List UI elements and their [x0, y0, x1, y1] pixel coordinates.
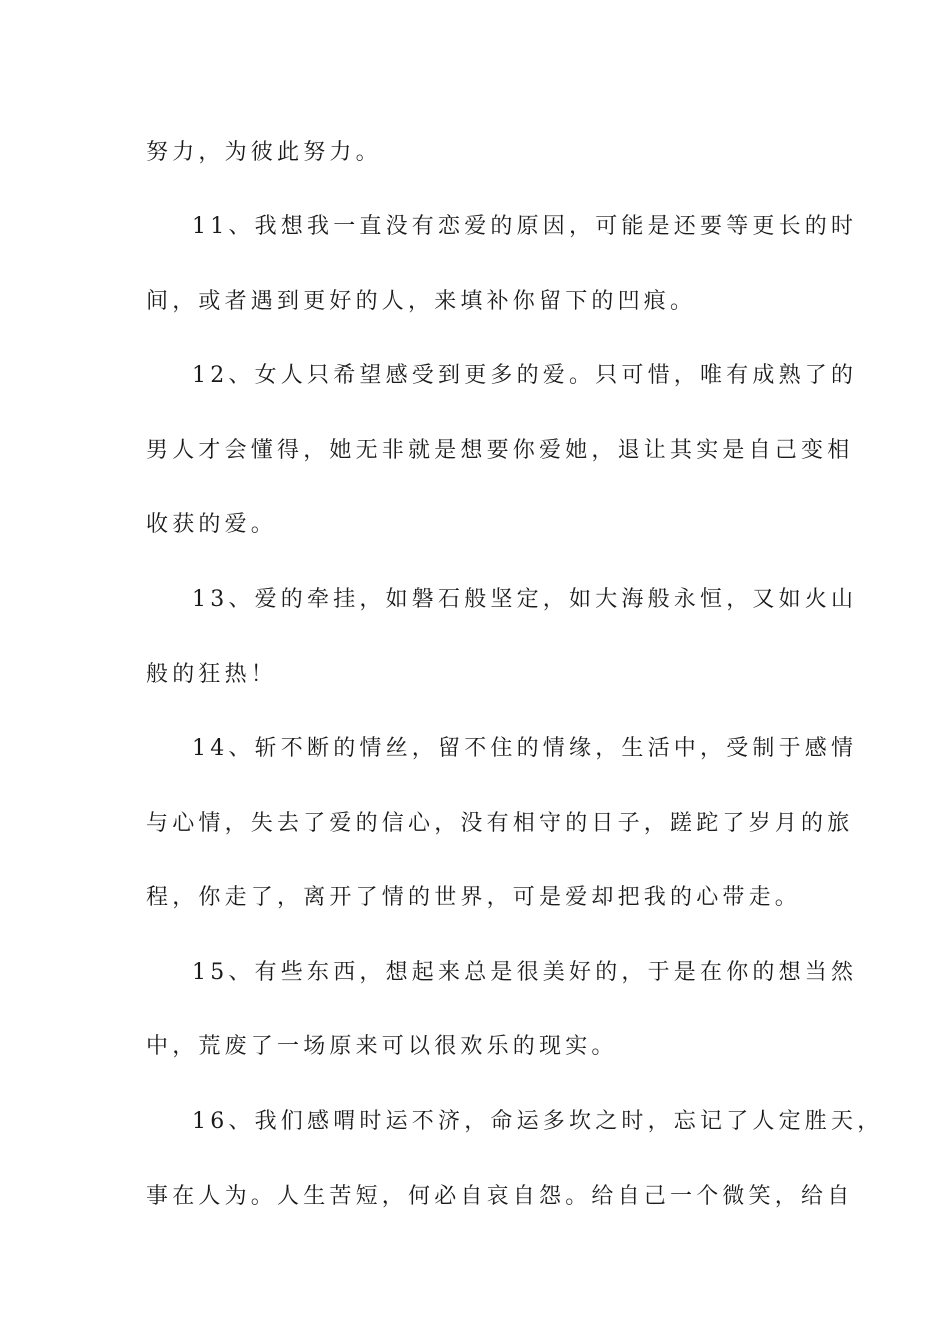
text-line: 间，或者遇到更好的人，来填补你留下的凹痕。	[146, 289, 697, 314]
text-line: 11、我想我一直没有恋爱的原因，可能是还要等更长的时	[192, 214, 858, 239]
text-line: 事在人为。人生苦短，何必自哀自怨。给自己一个微笑，给自	[146, 1184, 854, 1209]
text-line: 收获的爱。	[146, 512, 278, 537]
text-line: 15、有些东西，想起来总是很美好的，于是在你的想当然	[192, 960, 858, 985]
text-line: 16、我们感喟时运不济，命运多坎之时，忘记了人定胜天，	[192, 1109, 884, 1134]
text-line: 14、斩不断的情丝，留不住的情缘，生活中，受制于感情	[192, 736, 858, 761]
text-line: 13、爱的牵挂，如磐石般坚定，如大海般永恒，又如火山	[192, 587, 858, 612]
text-line: 与心情，失去了爱的信心，没有相守的日子，蹉跎了岁月的旅	[146, 811, 854, 836]
text-line: 努力，为彼此努力。	[146, 140, 382, 165]
text-line: 12、女人只希望感受到更多的爱。只可惜，唯有成熟了的	[192, 363, 858, 388]
text-line: 般的狂热！	[146, 662, 278, 687]
text-line: 程，你走了，离开了情的世界，可是爱却把我的心带走。	[146, 885, 802, 910]
text-line: 男人才会懂得，她无非就是想要你爱她，退让其实是自己变相	[146, 438, 854, 463]
text-line: 中，荒废了一场原来可以很欢乐的现实。	[146, 1034, 618, 1059]
